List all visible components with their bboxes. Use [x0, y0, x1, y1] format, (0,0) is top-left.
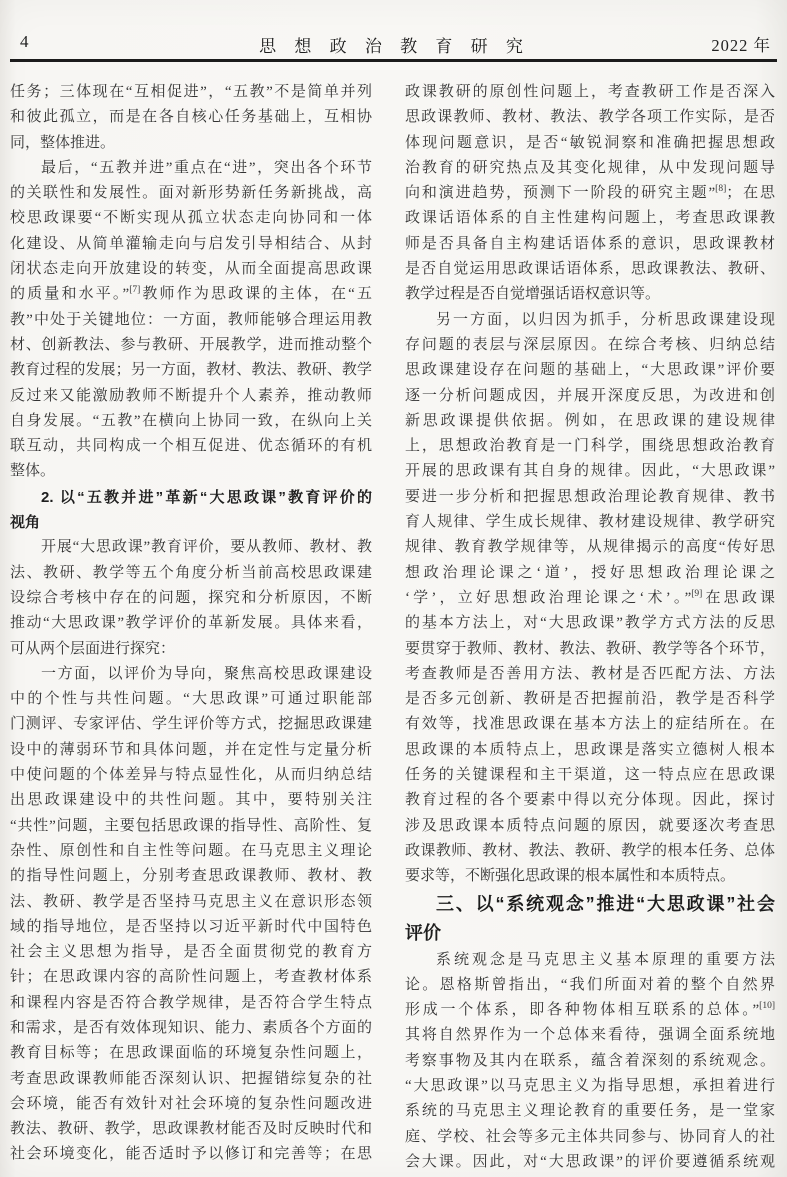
section-heading-line: 2. 以“五教并进”革新“大思政课”教育评价的 [41, 488, 372, 506]
text-line: 体现问题意识，是否“敏锐洞察和准确把握思想政 [405, 134, 775, 151]
text-line: 论。恩格斯曾指出，“我们所面对着的整个自然界 [405, 976, 775, 993]
text-line: 教法、教研、教学，思政课教材能否及时反映时代和 [10, 1121, 372, 1138]
text-line: 逐一分析问题成因，并展开深度反思，为改进和创 [405, 387, 775, 404]
text-line: 考查教师是否善用方法、教材是否匹配方法、方法 [405, 665, 775, 682]
text-line: 系统的马克思主义理论教育的重要任务，是一堂家 [405, 1103, 775, 1120]
section-heading-line: 三、以“系统观念”推进“大思政课”社会 [436, 893, 775, 914]
citation-ref: [7] [129, 285, 141, 296]
text-line: 闭状态走向开放建设的转变，从而全面提高思政课 [10, 261, 372, 278]
header-divider [10, 59, 777, 62]
text-line: 和彼此孤立，而是在各自核心任务基础上，互相协 [10, 109, 372, 126]
text-line: 中使问题的个体差异与特点显性化，从而归纳总结 [10, 767, 372, 784]
text-line: 教育过程的发展；另一方面，教材、教法、教研、教学 [10, 362, 372, 379]
text-line: 思政课建设存在问题的基础上，“大思政课”评价要 [405, 362, 775, 379]
text-line: 的关联性和发展性。面对新形势新任务新挑战，高 [10, 185, 372, 202]
text-line: “共性”问题，主要包括思政课的指导性、高阶性、复 [10, 817, 372, 834]
text-line: 化建设、从简单灌输走向与启发引导相结合、从封 [10, 235, 372, 252]
text-line: 最后，“五教并进”重点在“进”，突出各个环节 [41, 159, 372, 176]
text-line: 会大课。因此，对“大思政课”的评价要遵循系统观 [405, 1153, 775, 1170]
text-line: 开展“大思政课”教育评价，要从教师、教材、教 [41, 539, 372, 556]
journal-title: 思 想 政 治 教 育 研 究 [259, 37, 530, 56]
text-line: 向和演进趋势，预测下一阶段的研究主题”[8]；在思 [405, 184, 775, 202]
left-column [10, 80, 372, 1175]
text-line: 是否自觉运用思政课话语体系，思政课教法、教研、 [405, 261, 775, 278]
text-line: 治教育的研究热点及其变化规律，从中发现问题导 [405, 159, 775, 176]
text-line: 育人规律、学生成长规律、教材建设规律、教学研究 [405, 514, 775, 531]
section-heading-line: 视角 [10, 514, 41, 532]
text-line: 政课教研的原创性问题上，考查教研工作是否深入 [405, 84, 775, 100]
text-line: 和课程内容是否符合教学规律，是否符合学生特点 [10, 994, 372, 1011]
section-heading-line: 评价 [405, 922, 441, 943]
text-line: 可从两个层面进行探究： [10, 640, 176, 657]
citation-ref: [10] [759, 1001, 775, 1012]
text-line: 是否多元创新、教研是否把握前沿，教学是否科学 [405, 691, 775, 708]
text-line: 存问题的表层与深层原因。在综合考核、归纳总结 [405, 336, 775, 353]
citation-ref: [8] [715, 184, 727, 195]
text-line: 自身发展。“五教”在横向上协同一致，在纵向上关 [10, 412, 372, 429]
text-line: 教学过程是否自觉增强话语权意识等。 [405, 286, 661, 303]
text-line: 设综合考核中存在的问题，探究和分析原因，不断 [10, 589, 372, 606]
text-line: 另一方面，以归因为抓手，分析思政课建设现 [436, 311, 775, 328]
text-line: 杂性、原创性和自主性等问题。在马克思主义理论 [10, 842, 372, 859]
text-line: 中的个性与共性问题。“大思政课”可通过职能部 [10, 691, 372, 708]
text-line: 涉及思政课本质特点问题的原因，就要逐次考查思 [405, 817, 775, 834]
text-line: 要进一步分析和把握思想政治理论教育规律、教书 [405, 488, 775, 505]
text-line: 要求等，不断强化思政课的根本属性和本质特点。 [405, 868, 736, 885]
text-line: 政课教师、教材、教法、教研、教学的根本任务、总体 [405, 842, 775, 859]
journal-year: 2022 年 [711, 36, 771, 55]
text-line: 师是否具备自主构建话语体系的意识，思政课教材 [405, 235, 775, 252]
text-line: 出思政课建设中的共性问题。其中，要特别关注 [10, 792, 372, 809]
text-line: 域的指导地位，是否坚持以习近平新时代中国特色 [10, 918, 372, 935]
text-line: 的指导性问题上，分别考查思政课教师、教材、教 [10, 868, 372, 885]
text-line: 针；在思政课内容的高阶性问题上，考查教材体系 [10, 969, 372, 986]
text-line: 教”中处于关键地位：一方面，教师能够合理运用教 [10, 311, 372, 328]
text-line: 社会环境变化，能否适时予以修订和完善等；在思 [10, 1146, 372, 1163]
text-line: “大思政课”以马克思主义为指导思想，承担着进行 [405, 1077, 775, 1094]
text-line: 考查思政课教师能否深刻认识、把握错综复杂的社 [10, 1070, 372, 1087]
text-line: 形成一个体系，即各种物体相互联系的总体。”[10] [405, 1001, 775, 1019]
text-line: 推动“大思政课”教学评价的革新发展。具体来看， [10, 615, 372, 632]
text-line: 任务；三体现在“互相促进”，“五教”不是简单并列 [10, 84, 372, 100]
page-number: 4 [20, 32, 29, 51]
text-line: 其将自然界作为一个总体来看待，强调全面系统地 [405, 1027, 775, 1044]
text-line: 和需求，是否有效体现知识、能力、素质各个方面的 [10, 1019, 372, 1036]
text-line: 思政课的本质特点上，思政课是落实立德树人根本 [405, 741, 775, 758]
text-line: 会环境，能否有效针对社会环境的复杂性问题改进 [10, 1095, 372, 1112]
text-line: 法、教研、教学等五个角度分析当前高校思政课建 [10, 564, 372, 581]
text-line: 思政课教师、教材、教法、教学各项工作实际，是否 [405, 109, 775, 126]
text-line: 任务的关键课程和主干渠道，这一特点应在思政课 [405, 767, 775, 784]
article-body [10, 80, 775, 1175]
text-line: 教育目标等；在思政课面临的环境复杂性问题上， [10, 1045, 372, 1062]
text-line: 考察事物及其内在联系，蕴含着深刻的系统观念。 [405, 1052, 775, 1069]
text-line: 一方面，以评价为导向，聚焦高校思政课建设 [41, 665, 372, 682]
text-line: 系统观念是马克思主义基本原理的重要方法 [436, 951, 775, 968]
text-line: 校思政课要“不断实现从孤立状态走向协同和一体 [10, 210, 372, 227]
text-line: 联互动，共同构成一个相互促进、优态循环的有机 [10, 438, 372, 455]
text-line: 法、教研、教学是否坚持马克思主义在意识形态领 [10, 893, 372, 910]
text-line: 整体。 [10, 463, 56, 480]
text-line: 政课话语体系的自主性建构问题上，考查思政课教 [405, 210, 775, 227]
text-line: 规律、教育教学规律等，从规律揭示的高度“传好思 [405, 539, 775, 556]
text-line: 想政治理论课之‘道’，授好思想政治理论课之 [405, 564, 775, 581]
text-line: 设中的薄弱环节和具体问题，并在定性与定量分析 [10, 741, 372, 758]
text-line: 的基本方法上，对“大思政课”教学方式方法的反思 [405, 615, 775, 632]
text-line: 教育过程的各个要素中得以充分体现。因此，探讨 [405, 792, 775, 809]
text-line: 的质量和水平。”[7]教师作为思政课的主体，在“五 [10, 285, 372, 303]
citation-ref: [9] [691, 588, 703, 599]
text-line: 上，思想政治教育是一门科学，围绕思想政治教育 [405, 438, 775, 455]
text-line: 要贯穿于教师、教材、教法、教研、教学等各个环节， [405, 640, 775, 657]
text-line: 庭、学校、社会等多元主体共同参与、协同育人的社 [405, 1128, 775, 1145]
text-line: 反过来又能激励教师不断提升个人素养，推动教师 [10, 387, 372, 404]
text-line: 材、创新教法、参与教研、开展教学，进而推动整个 [10, 336, 372, 353]
text-line: ‘学’，立好思想政治理论课之‘术’。”[9]在思政课 [405, 588, 775, 606]
text-line: 社会主义思想为指导，是否全面贯彻党的教育方 [10, 944, 372, 961]
text-line: 有效等，找准思政课在基本方法上的症结所在。在 [405, 716, 775, 733]
text-line: 新思政课提供依据。例如，在思政课的建设规律 [405, 412, 775, 429]
right-column [405, 80, 775, 1175]
text-line: 开展的思政课有其自身的规律。因此，“大思政课” [405, 463, 775, 480]
text-line: 同，整体推进。 [10, 134, 116, 151]
text-line: 门测评、专家评估、学生评价等方式，挖掘思政课建 [10, 716, 372, 733]
page-header [18, 32, 771, 56]
